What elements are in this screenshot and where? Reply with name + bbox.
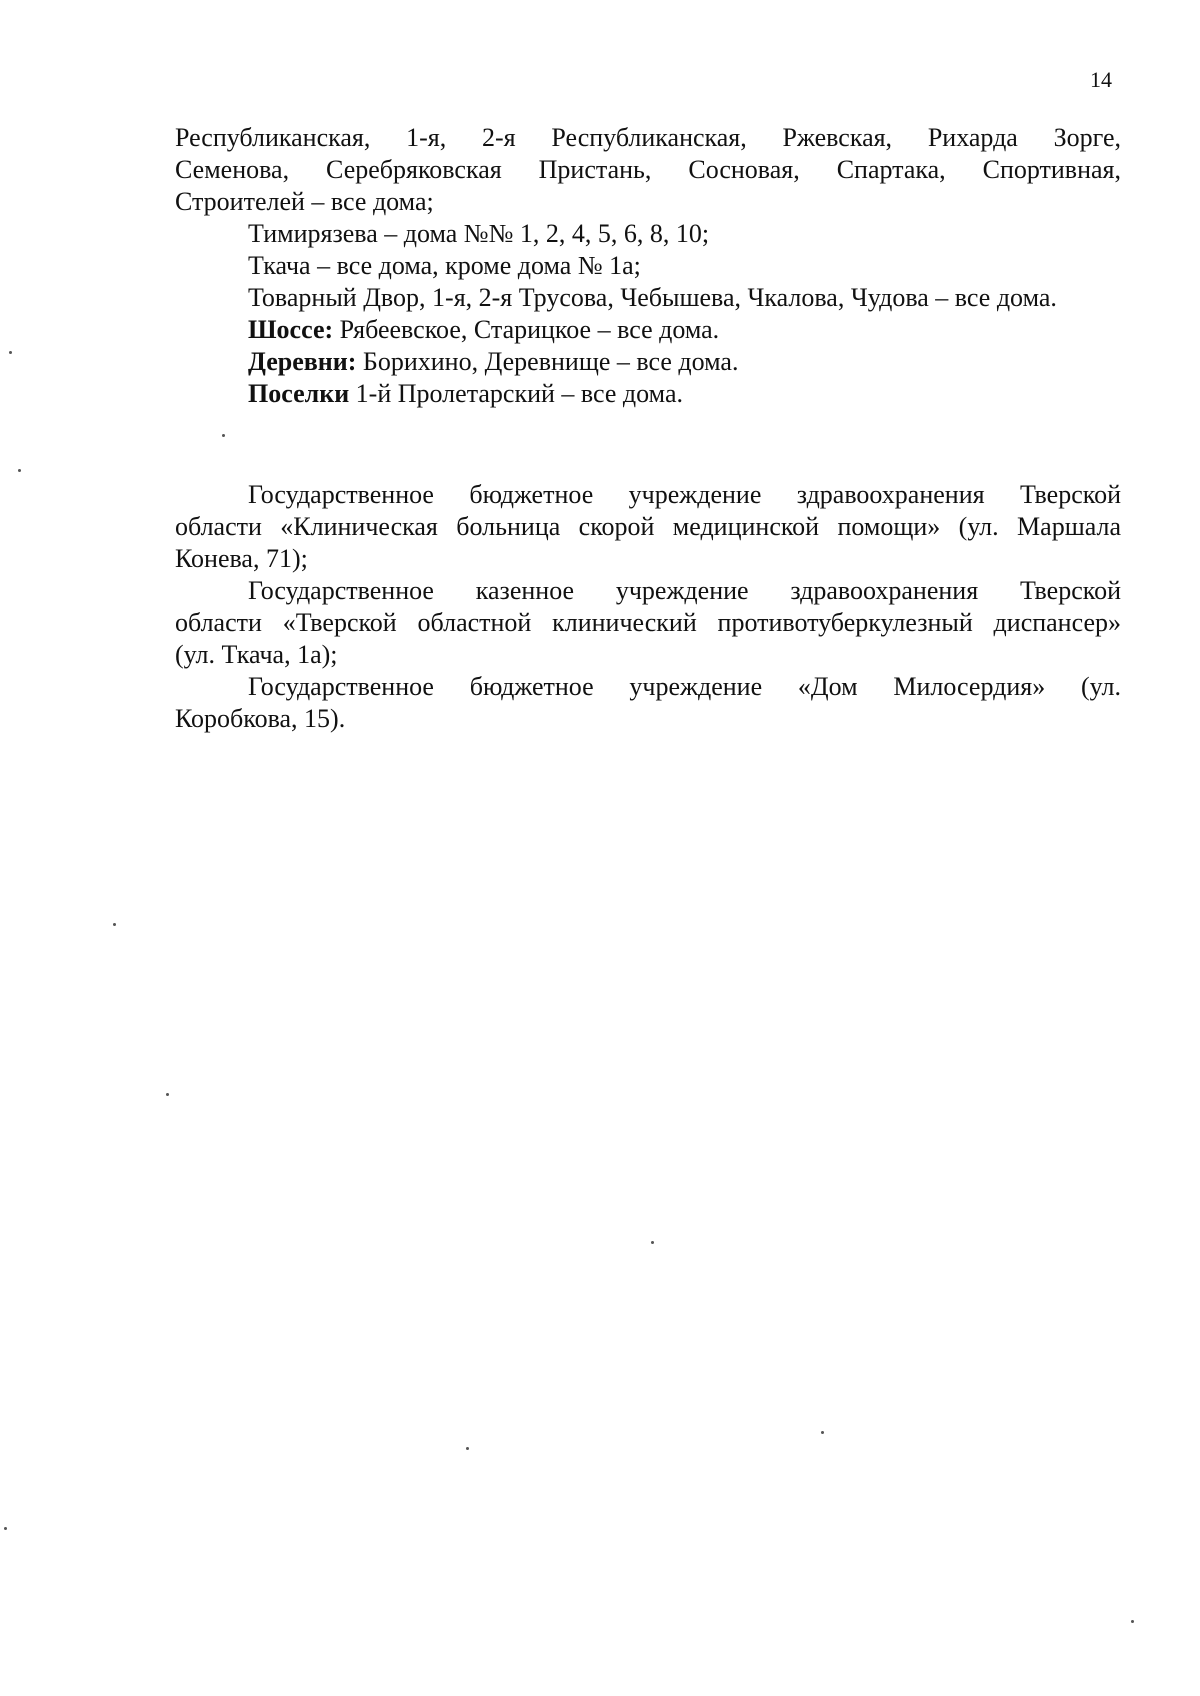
scan-speck — [18, 469, 21, 472]
institution-line: Государственное бюджетное учреждение «Дом Милосердия» (ул. — [248, 672, 1121, 701]
street-line: Строителей – все дома; — [175, 187, 434, 216]
institutions-list — [175, 479, 1121, 735]
settlements-line — [175, 378, 1121, 410]
scan-speck — [222, 434, 225, 437]
scan-speck — [821, 1431, 824, 1434]
institution-line: Конева, 71); — [175, 544, 308, 573]
highways-text: Рябеевское, Старицкое – все дома. — [333, 315, 720, 344]
scan-speck — [4, 1527, 7, 1530]
street-line: Тимирязева – дома №№ 1, 2, 4, 5, 6, 8, 10; — [248, 219, 710, 248]
street-line: Семенова, Серебряковская Пристань, Сосновая, Спартака, Спортивная, — [175, 155, 1121, 184]
page-number: 14 — [1090, 67, 1112, 92]
institution-line: области «Клиническая больница скорой медицинской помощи» (ул. Маршала — [175, 512, 1121, 541]
highways-line — [175, 314, 1121, 346]
highways-label: Шоссе: — [248, 315, 334, 344]
settlements-text: 1-й Пролетарский – все дома. — [349, 379, 683, 408]
address-list — [175, 122, 1121, 410]
street-line: Ткача – все дома, кроме дома № 1а; — [248, 251, 641, 280]
villages-line — [175, 346, 1121, 378]
villages-label: Деревни: — [248, 347, 357, 376]
institution-paragraph — [175, 575, 1121, 671]
scan-speck — [9, 351, 12, 354]
settlements-label: Поселки — [248, 379, 350, 408]
institution-line: Коробкова, 15). — [175, 704, 346, 733]
institution-paragraph — [175, 479, 1121, 575]
street-line: Республиканская, 1-я, 2-я Республиканская, Ржевская, Рихарда Зорге, — [175, 123, 1121, 152]
institution-line: Государственное бюджетное учреждение здравоохранения Тверской — [248, 480, 1121, 509]
scan-speck — [1131, 1620, 1134, 1623]
street-line: Товарный Двор, 1-я, 2-я Трусова, Чебышева, Чкалова, Чудова – все дома. — [248, 283, 1057, 312]
villages-text: Борихино, Деревнище – все дома. — [356, 347, 739, 376]
institution-line: Государственное казенное учреждение здравоохранения Тверской — [248, 576, 1121, 605]
scan-speck — [466, 1447, 469, 1450]
institution-line: (ул. Ткача, 1а); — [175, 640, 338, 669]
scan-speck — [113, 923, 116, 926]
institution-line: области «Тверской областной клинический противотуберкулезный диспансер» — [175, 608, 1121, 637]
scan-speck — [651, 1241, 654, 1244]
institution-paragraph — [175, 671, 1121, 735]
scan-speck — [166, 1093, 169, 1096]
